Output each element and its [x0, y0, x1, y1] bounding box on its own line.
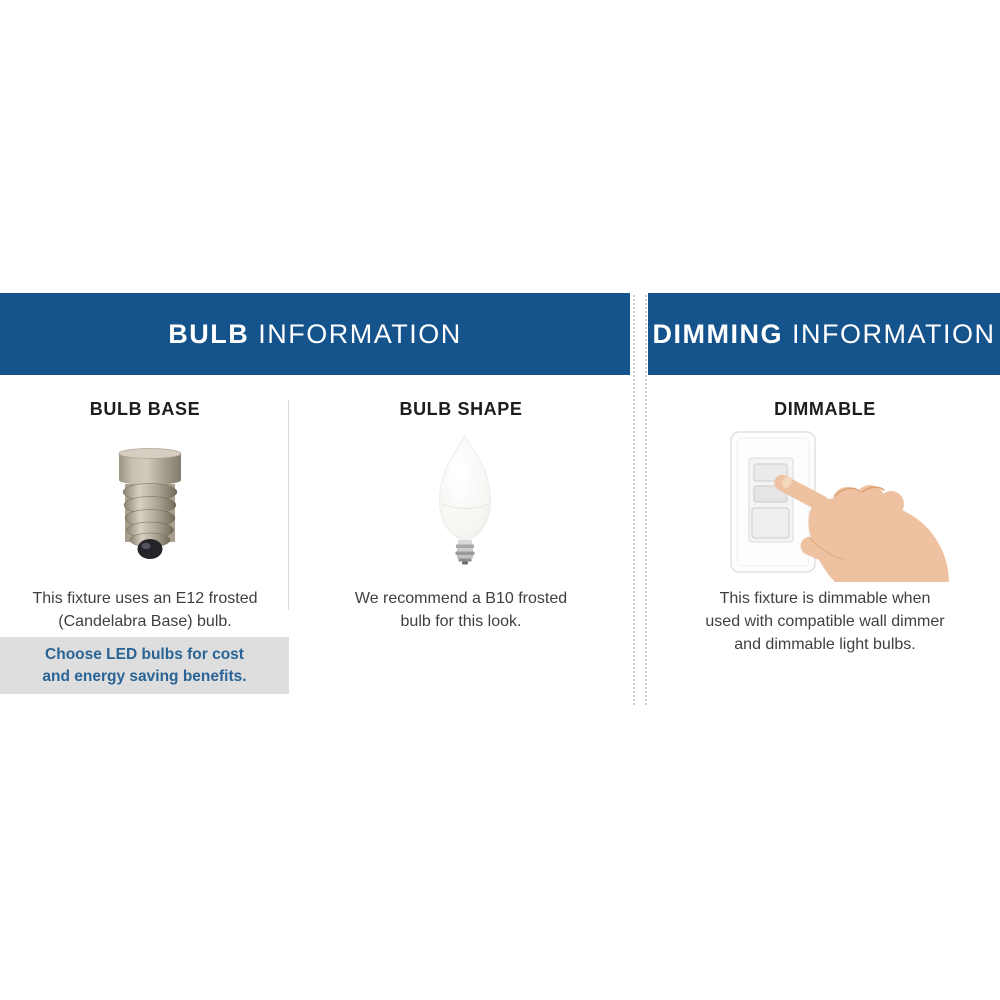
- section-divider-dotted-left: [633, 295, 635, 705]
- dimming-information-header: [648, 293, 1000, 375]
- bulb-shape-description-line1: We recommend a B10 frosted: [354, 590, 568, 607]
- bulb-shape-heading: BULB SHAPE: [399, 399, 523, 419]
- bulb-information-header-regular: INFORMATION: [258, 318, 462, 349]
- dimmable-description-line1: This fixture is dimmable when: [719, 590, 931, 607]
- bulb-information-header: [0, 293, 630, 375]
- dimmer-switch-hand-icon: [707, 420, 953, 582]
- bulb-shape-description: [290, 587, 632, 633]
- bulb-information-header-bold: BULB: [168, 318, 250, 349]
- dimming-information-header-regular: INFORMATION: [792, 318, 996, 349]
- led-tip-line2: and energy saving benefits.: [42, 667, 247, 685]
- e12-base-icon: [98, 446, 202, 566]
- led-tip-box: [0, 637, 289, 694]
- bulb-shape-description-line2: bulb for this look.: [400, 613, 522, 630]
- dimming-information-header-bold: DIMMING: [652, 318, 783, 349]
- dimmable-description-line2: used with compatible wall dimmer: [705, 613, 945, 630]
- b10-bulb-icon: [419, 432, 511, 572]
- bulb-base-heading: BULB BASE: [89, 399, 201, 419]
- dimmable-heading: DIMMABLE: [774, 399, 876, 419]
- dimmable-description-line3: and dimmable light bulbs.: [734, 636, 916, 653]
- dimmable-description: [650, 587, 1000, 656]
- section-divider-dotted-right: [645, 295, 647, 705]
- bulb-base-description-line1: This fixture uses an E12 frosted: [32, 590, 258, 607]
- column-divider: [288, 400, 289, 610]
- bulb-base-description: [0, 587, 290, 633]
- led-tip-line1: Choose LED bulbs for cost: [45, 645, 244, 663]
- bulb-base-description-line2: (Candelabra Base) bulb.: [58, 613, 232, 630]
